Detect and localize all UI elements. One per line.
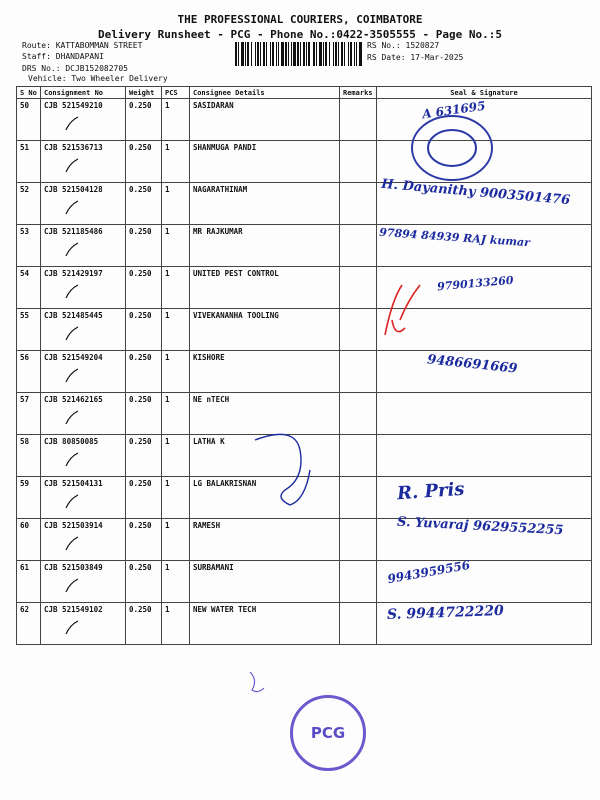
cell-sno-text: 57	[20, 395, 30, 404]
cell-remarks	[340, 351, 377, 393]
cell-pcs-text: 1	[165, 479, 170, 488]
cell-pcs	[162, 141, 190, 183]
cell-consignee-text: VIVEKANANHA TOOLING	[193, 311, 279, 320]
cell-sno-text: 60	[20, 521, 30, 530]
cell-weight	[126, 99, 162, 141]
cell-sno-text: 58	[20, 437, 30, 446]
col-header-remarks: Remarks	[340, 87, 377, 99]
table-row	[17, 141, 592, 183]
rs-date: RS Date: 17-Mar-2025	[367, 53, 464, 62]
cell-consignment-no-text: CJB 521549210	[44, 101, 103, 110]
barcode	[235, 42, 362, 66]
handwritten-signature: 9943959556	[386, 557, 472, 587]
cell-pcs-text: 1	[165, 563, 170, 572]
table-row	[17, 309, 592, 351]
cell-sno-text: 53	[20, 227, 30, 236]
cell-sno-text: 62	[20, 605, 30, 614]
cell-weight-text: 0.250	[129, 563, 152, 572]
cell-signature	[377, 557, 592, 603]
cell-signature	[377, 514, 592, 561]
cell-pcs-text: 1	[165, 185, 170, 194]
handwritten-signature: S. 9944722220	[386, 602, 505, 624]
cell-consignee	[190, 561, 340, 603]
cell-pcs	[162, 99, 190, 141]
cell-consignment-no	[41, 519, 126, 561]
handwritten-signature: 9790133260	[436, 273, 514, 294]
cell-pcs	[162, 603, 190, 645]
cell-pcs	[162, 351, 190, 393]
cell-sno	[17, 435, 41, 477]
cell-sno-text: 56	[20, 353, 30, 362]
handwritten-signature: 97894 84939 RAJ kumar	[378, 225, 531, 250]
cell-consignee-text: NEW WATER TECH	[193, 605, 257, 614]
cell-weight	[126, 225, 162, 267]
cell-sno	[17, 183, 41, 225]
cell-weight-text: 0.250	[129, 185, 152, 194]
cell-consignment-no-text: CJB 80850085	[44, 437, 99, 446]
cell-sno-text: 52	[20, 185, 30, 194]
runsheet-table	[16, 86, 592, 645]
cell-remarks	[340, 561, 377, 603]
cell-consignee	[190, 393, 340, 435]
cell-consignment-no-text: CJB 521549102	[44, 605, 103, 614]
cell-signature	[377, 351, 592, 393]
table-row	[17, 519, 592, 561]
cell-consignee	[190, 477, 340, 519]
cell-consignment-no-text: CJB 521185486	[44, 227, 103, 236]
checkmark-icon	[44, 409, 84, 425]
stamp-text: PCG	[310, 724, 346, 742]
cell-pcs-text: 1	[165, 605, 170, 614]
cell-consignment-no-text: CJB 521503849	[44, 563, 103, 572]
cell-signature	[377, 176, 592, 225]
table-row	[17, 351, 592, 393]
cell-consignment-no	[41, 477, 126, 519]
rs-number: RS No.: 1520827	[367, 41, 440, 50]
cell-consignment-no-text: CJB 521536713	[44, 143, 103, 152]
cell-consignee-text: NAGARATHINAM	[193, 185, 248, 194]
cell-weight	[126, 561, 162, 603]
cell-consignee	[190, 603, 340, 645]
checkmark-icon	[44, 367, 84, 383]
cell-pcs	[162, 435, 190, 477]
table-row	[17, 267, 592, 309]
cell-weight	[126, 351, 162, 393]
checkmark-icon	[44, 451, 84, 467]
handwritten-signature: 9486691669	[426, 352, 519, 377]
table-row	[17, 225, 592, 267]
cell-weight-text: 0.250	[129, 521, 152, 530]
cell-signature	[377, 99, 592, 141]
cell-pcs	[162, 225, 190, 267]
cell-pcs-text: 1	[165, 395, 170, 404]
cell-pcs-text: 1	[165, 437, 170, 446]
cell-pcs-text: 1	[165, 227, 170, 236]
handwritten-signature: R. Pris	[396, 478, 466, 505]
document-title: THE PROFESSIONAL COURIERS, COIMBATORE	[177, 13, 423, 26]
cell-consignee-text: MR RAJKUMAR	[193, 227, 243, 236]
cell-weight	[126, 141, 162, 183]
table-row	[17, 393, 592, 435]
cell-remarks	[340, 603, 377, 645]
cell-pcs-text: 1	[165, 101, 170, 110]
cell-consignment-no	[41, 309, 126, 351]
checkmark-icon	[44, 115, 84, 131]
table-row	[17, 435, 592, 477]
checkmark-icon	[44, 283, 84, 299]
col-header-consignment: Consignment No	[41, 87, 126, 99]
cell-consignee	[190, 141, 340, 183]
checkmark-icon	[44, 535, 84, 551]
cell-weight	[126, 267, 162, 309]
cell-consignment-no	[41, 435, 126, 477]
cell-consignment-no	[41, 351, 126, 393]
cell-signature	[377, 309, 592, 351]
table-row	[17, 603, 592, 645]
cell-consignee-text: LG BALAKRISNAN	[193, 479, 257, 488]
checkmark-icon	[44, 199, 84, 215]
cell-consignee	[190, 99, 340, 141]
cell-sno-text: 51	[20, 143, 30, 152]
route-label: Route: KATTABOMMAN STREET	[22, 41, 143, 50]
cell-weight-text: 0.250	[129, 437, 152, 446]
table-row	[17, 183, 592, 225]
cell-remarks	[340, 309, 377, 351]
cell-pcs-text: 1	[165, 311, 170, 320]
cell-consignment-no-text: CJB 521429197	[44, 269, 103, 278]
cell-consignment-no-text: CJB 521462165	[44, 395, 103, 404]
cell-consignee-text: NE nTECH	[193, 395, 230, 404]
cell-weight-text: 0.250	[129, 605, 152, 614]
cell-sno	[17, 351, 41, 393]
cell-pcs	[162, 477, 190, 519]
cell-pcs	[162, 267, 190, 309]
cell-consignment-no	[41, 225, 126, 267]
cell-weight-text: 0.250	[129, 353, 152, 362]
cell-sno-text: 54	[20, 269, 30, 278]
cell-consignee	[190, 267, 340, 309]
cell-consignee-text: KISHORE	[193, 353, 225, 362]
cell-sno	[17, 309, 41, 351]
cell-consignment-no	[41, 99, 126, 141]
cell-signature	[377, 603, 592, 645]
col-header-pcs: PCS	[162, 87, 190, 99]
cell-weight	[126, 435, 162, 477]
cell-weight	[126, 477, 162, 519]
cell-remarks	[340, 519, 377, 561]
cell-consignment-no	[41, 561, 126, 603]
cell-weight	[126, 519, 162, 561]
cell-remarks	[340, 99, 377, 141]
handwritten-signature: H. Dayanithy 9003501476	[380, 176, 571, 209]
cell-remarks	[340, 267, 377, 309]
cell-sno	[17, 603, 41, 645]
cell-consignment-no-text: CJB 521504131	[44, 479, 103, 488]
cell-pcs	[162, 393, 190, 435]
cell-consignment-no	[41, 603, 126, 645]
cell-sno	[17, 519, 41, 561]
cell-weight	[126, 603, 162, 645]
cell-consignee	[190, 225, 340, 267]
cell-weight-text: 0.250	[129, 479, 152, 488]
col-header-signature: Seal & Signature	[377, 87, 592, 99]
cell-weight-text: 0.250	[129, 143, 152, 152]
staff-label: Staff: DHANDAPANI	[22, 52, 104, 61]
cell-consignment-no-text: CJB 521503914	[44, 521, 103, 530]
cell-signature	[377, 435, 592, 477]
cell-weight	[126, 393, 162, 435]
checkmark-icon	[44, 325, 84, 341]
cell-consignee	[190, 309, 340, 351]
cell-signature	[377, 267, 592, 309]
handwritten-signature: A 631695	[421, 98, 487, 122]
cell-pcs	[162, 519, 190, 561]
initial-scribble	[250, 672, 264, 692]
checkmark-icon	[44, 157, 84, 173]
pcg-stamp	[290, 695, 366, 771]
cell-remarks	[340, 141, 377, 183]
cell-pcs-text: 1	[165, 353, 170, 362]
checkmark-icon	[44, 577, 84, 593]
col-header-weight: Weight	[126, 87, 162, 99]
cell-remarks	[340, 393, 377, 435]
cell-consignee-text: SASIDARAN	[193, 101, 234, 110]
cell-signature	[377, 225, 592, 267]
cell-sno	[17, 141, 41, 183]
cell-pcs-text: 1	[165, 521, 170, 530]
cell-sno-text: 55	[20, 311, 30, 320]
table-row	[17, 477, 592, 519]
cell-sno	[17, 393, 41, 435]
cell-pcs-text: 1	[165, 143, 170, 152]
cell-consignment-no	[41, 393, 126, 435]
checkmark-icon	[44, 493, 84, 509]
cell-pcs	[162, 561, 190, 603]
cell-consignment-no-text: CJB 521549204	[44, 353, 103, 362]
cell-remarks	[340, 477, 377, 519]
cell-consignee-text: RAMESH	[193, 521, 221, 530]
cell-consignee-text: LATHA K	[193, 437, 225, 446]
vehicle-label: Vehicle: Two Wheeler Delivery	[28, 74, 168, 83]
cell-sno-text: 59	[20, 479, 30, 488]
cell-weight	[126, 183, 162, 225]
drs-number: DRS No.: DCJB152082705	[22, 64, 128, 73]
cell-consignment-no-text: CJB 521485445	[44, 311, 103, 320]
cell-consignee-text: SHANMUGA PANDI	[193, 143, 257, 152]
cell-weight-text: 0.250	[129, 311, 152, 320]
cell-weight-text: 0.250	[129, 227, 152, 236]
cell-pcs	[162, 309, 190, 351]
cell-sno	[17, 267, 41, 309]
cell-sno-text: 50	[20, 101, 30, 110]
cell-remarks	[340, 183, 377, 225]
cell-pcs	[162, 183, 190, 225]
cell-consignment-no	[41, 183, 126, 225]
col-header-consignee: Consignee Details	[190, 87, 340, 99]
checkmark-icon	[44, 619, 84, 635]
cell-sno-text: 61	[20, 563, 30, 572]
cell-sno	[17, 99, 41, 141]
col-header-sno: S No	[17, 87, 41, 99]
cell-sno	[17, 477, 41, 519]
cell-consignment-no	[41, 141, 126, 183]
cell-consignee	[190, 519, 340, 561]
cell-consignee-text: UNITED PEST CONTROL	[193, 269, 279, 278]
cell-signature	[377, 141, 592, 183]
cell-weight-text: 0.250	[129, 395, 152, 404]
cell-consignee	[190, 435, 340, 477]
cell-consignee	[190, 351, 340, 393]
cell-consignment-no-text: CJB 521504128	[44, 185, 103, 194]
cell-signature	[377, 477, 592, 519]
cell-pcs-text: 1	[165, 269, 170, 278]
cell-consignee-text: SURBAMANI	[193, 563, 234, 572]
checkmark-icon	[44, 241, 84, 257]
table-header-row	[17, 87, 592, 99]
table-row	[17, 561, 592, 603]
cell-weight	[126, 309, 162, 351]
table-row	[17, 99, 592, 141]
cell-sno	[17, 225, 41, 267]
cell-signature	[377, 393, 592, 435]
cell-consignee	[190, 183, 340, 225]
cell-remarks	[340, 435, 377, 477]
cell-consignment-no	[41, 267, 126, 309]
cell-sno	[17, 561, 41, 603]
document-subtitle: Delivery Runsheet - PCG - Phone No.:0422-3505555 - Page No.:5	[98, 28, 502, 41]
cell-weight-text: 0.250	[129, 269, 152, 278]
cell-weight-text: 0.250	[129, 101, 152, 110]
cell-remarks	[340, 225, 377, 267]
handwritten-signature: S. Yuvaraj 9629552255	[396, 514, 564, 539]
